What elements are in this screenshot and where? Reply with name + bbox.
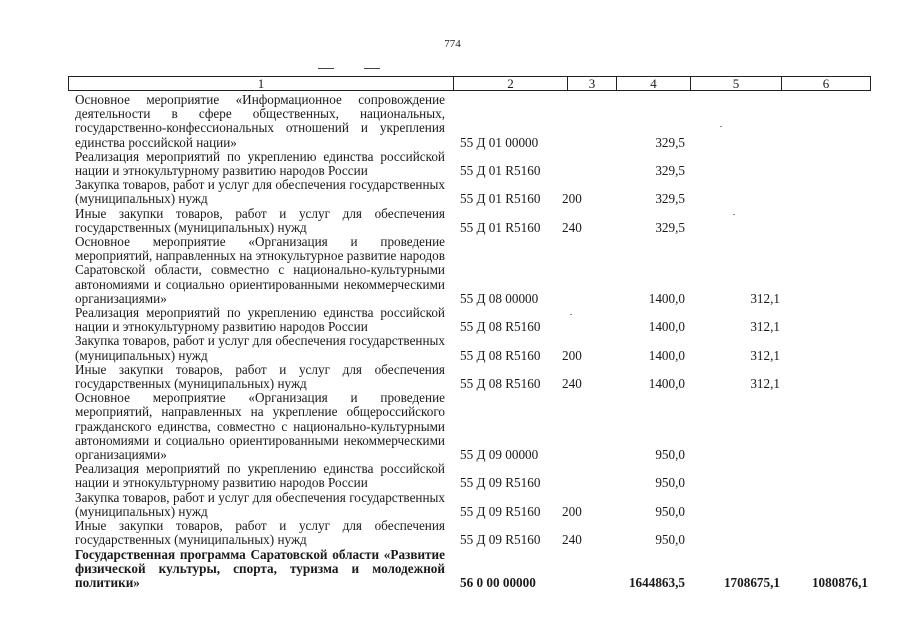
header-cell: 6 [822,76,830,91]
header-cell: 4 [650,76,657,91]
row-value-col4: 329,5 [655,163,685,179]
table-row [0,235,905,306]
table-row [0,306,905,334]
row-value-col4: 950,0 [655,447,685,463]
row-name: Иные закупки товаров, работ и услуг для обеспечения государственных (муниципальных) нужд [75,205,445,235]
row-code: 55 Д 09 R5160 [460,503,541,519]
row-value-col4: 950,0 [655,475,685,491]
row-expense-type: 200 [562,347,582,363]
row-value-col5: 312,1 [750,319,780,335]
table-row [0,207,905,235]
row-expense-type: 200 [562,191,582,207]
row-code: 55 Д 01 R5160 [460,219,541,235]
row-code: 55 Д 08 00000 [460,290,539,306]
header-cell: 2 [507,76,514,91]
row-name: Закупка товаров, работ и услуг для обеспечения государственных (муниципальных) нужд [75,489,445,519]
scan-mark [318,68,334,69]
header-cell: 5 [732,76,740,91]
table-row [0,548,905,591]
row-value-col4: 1400,0 [648,290,685,306]
row-value-col4: 1644863,5 [628,574,685,590]
row-name: Реализация мероприятий по укреплению единства российской нации и этнокультурному развитию народов России [75,305,445,335]
scan-mark [364,68,380,69]
row-name: Основное мероприятие «Организация и проведение мероприятий, направленных на укрепление общероссийского гражданского единства, совместно с национально-культурными автономиями и социально ориентированными некоммерческими организациями» [75,390,445,463]
row-value-col4: 329,5 [655,191,685,207]
header-cell: 3 [588,76,596,91]
table-row [0,519,905,547]
row-expense-type: 240 [562,376,582,392]
scan-speck [733,214,735,215]
row-value-col5: 312,1 [750,347,780,363]
row-code: 55 Д 01 R5160 [460,163,541,179]
row-code: 55 Д 09 R5160 [460,475,541,491]
row-value-col4: 1400,0 [648,347,685,363]
row-name: Закупка товаров, работ и услуг для обеспечения государственных (муниципальных) нужд [75,333,445,363]
row-name: Основное мероприятие «Информационное сопровождение деятельности в сфере общественных, национальных, государственно-конфессиональных отношений и укрепления единства российской нации» [75,92,445,150]
scan-speck [570,314,572,315]
table-row [0,391,905,462]
row-value-col5: 1708675,1 [723,574,780,590]
row-name: Реализация мероприятий по укреплению единства российской нации и этнокультурному развитию народов России [75,461,445,491]
table-row [0,93,905,150]
row-code: 55 Д 09 R5160 [460,532,541,548]
row-value-col4: 1400,0 [648,319,685,335]
row-code: 55 Д 08 R5160 [460,319,541,335]
row-value-col4: 950,0 [655,532,685,548]
row-name: Государственная программа Саратовской области «Развитие физической культуры, спорта, туризма и молодежной политики» [75,546,445,590]
row-code: 55 Д 01 00000 [460,134,539,150]
table-row [0,150,905,178]
page-number: 774 [444,38,461,50]
row-code: 55 Д 08 R5160 [460,376,541,392]
row-value-col4: 1400,0 [648,376,685,392]
row-value-col4: 950,0 [655,503,685,519]
row-expense-type: 240 [562,219,582,235]
row-code: 55 Д 08 R5160 [460,347,541,363]
row-name: Иные закупки товаров, работ и услуг для обеспечения государственных (муниципальных) нужд [75,361,445,392]
table-body [0,93,905,590]
row-expense-type: 200 [562,503,582,519]
row-code: 55 Д 01 R5160 [460,191,541,207]
scan-speck [720,126,722,127]
row-value-col5: 312,1 [750,290,780,306]
row-expense-type: 240 [562,532,582,548]
row-value-col6: 1080876,1 [811,574,868,590]
row-value-col4: 329,5 [655,219,685,235]
row-code: 56 0 00 00000 [460,574,536,590]
row-value-col4: 329,5 [655,134,685,150]
header-cell: 1 [257,76,265,91]
table-row [0,491,905,519]
table-row [0,334,905,362]
table-row [0,363,905,391]
row-name: Основное мероприятие «Организация и проведение мероприятий, направленных на этнокультурное развитие народов Саратовской области, совместно с национально-культурными автономиями и социально ориентированными некоммерческими организациями» [75,234,445,306]
table-row [0,178,905,206]
row-name: Реализация мероприятий по укреплению единства российской нации и этнокультурному развитию народов России [75,148,445,179]
row-name: Иные закупки товаров, работ и услуг для обеспечения государственных (муниципальных) нужд [75,518,445,548]
row-value-col5: 312,1 [750,376,780,392]
row-name: Закупка товаров, работ и услуг для обеспечения государственных (муниципальных) нужд [75,177,445,207]
table-row [0,462,905,490]
table-header [68,76,871,91]
row-code: 55 Д 09 00000 [460,447,539,463]
